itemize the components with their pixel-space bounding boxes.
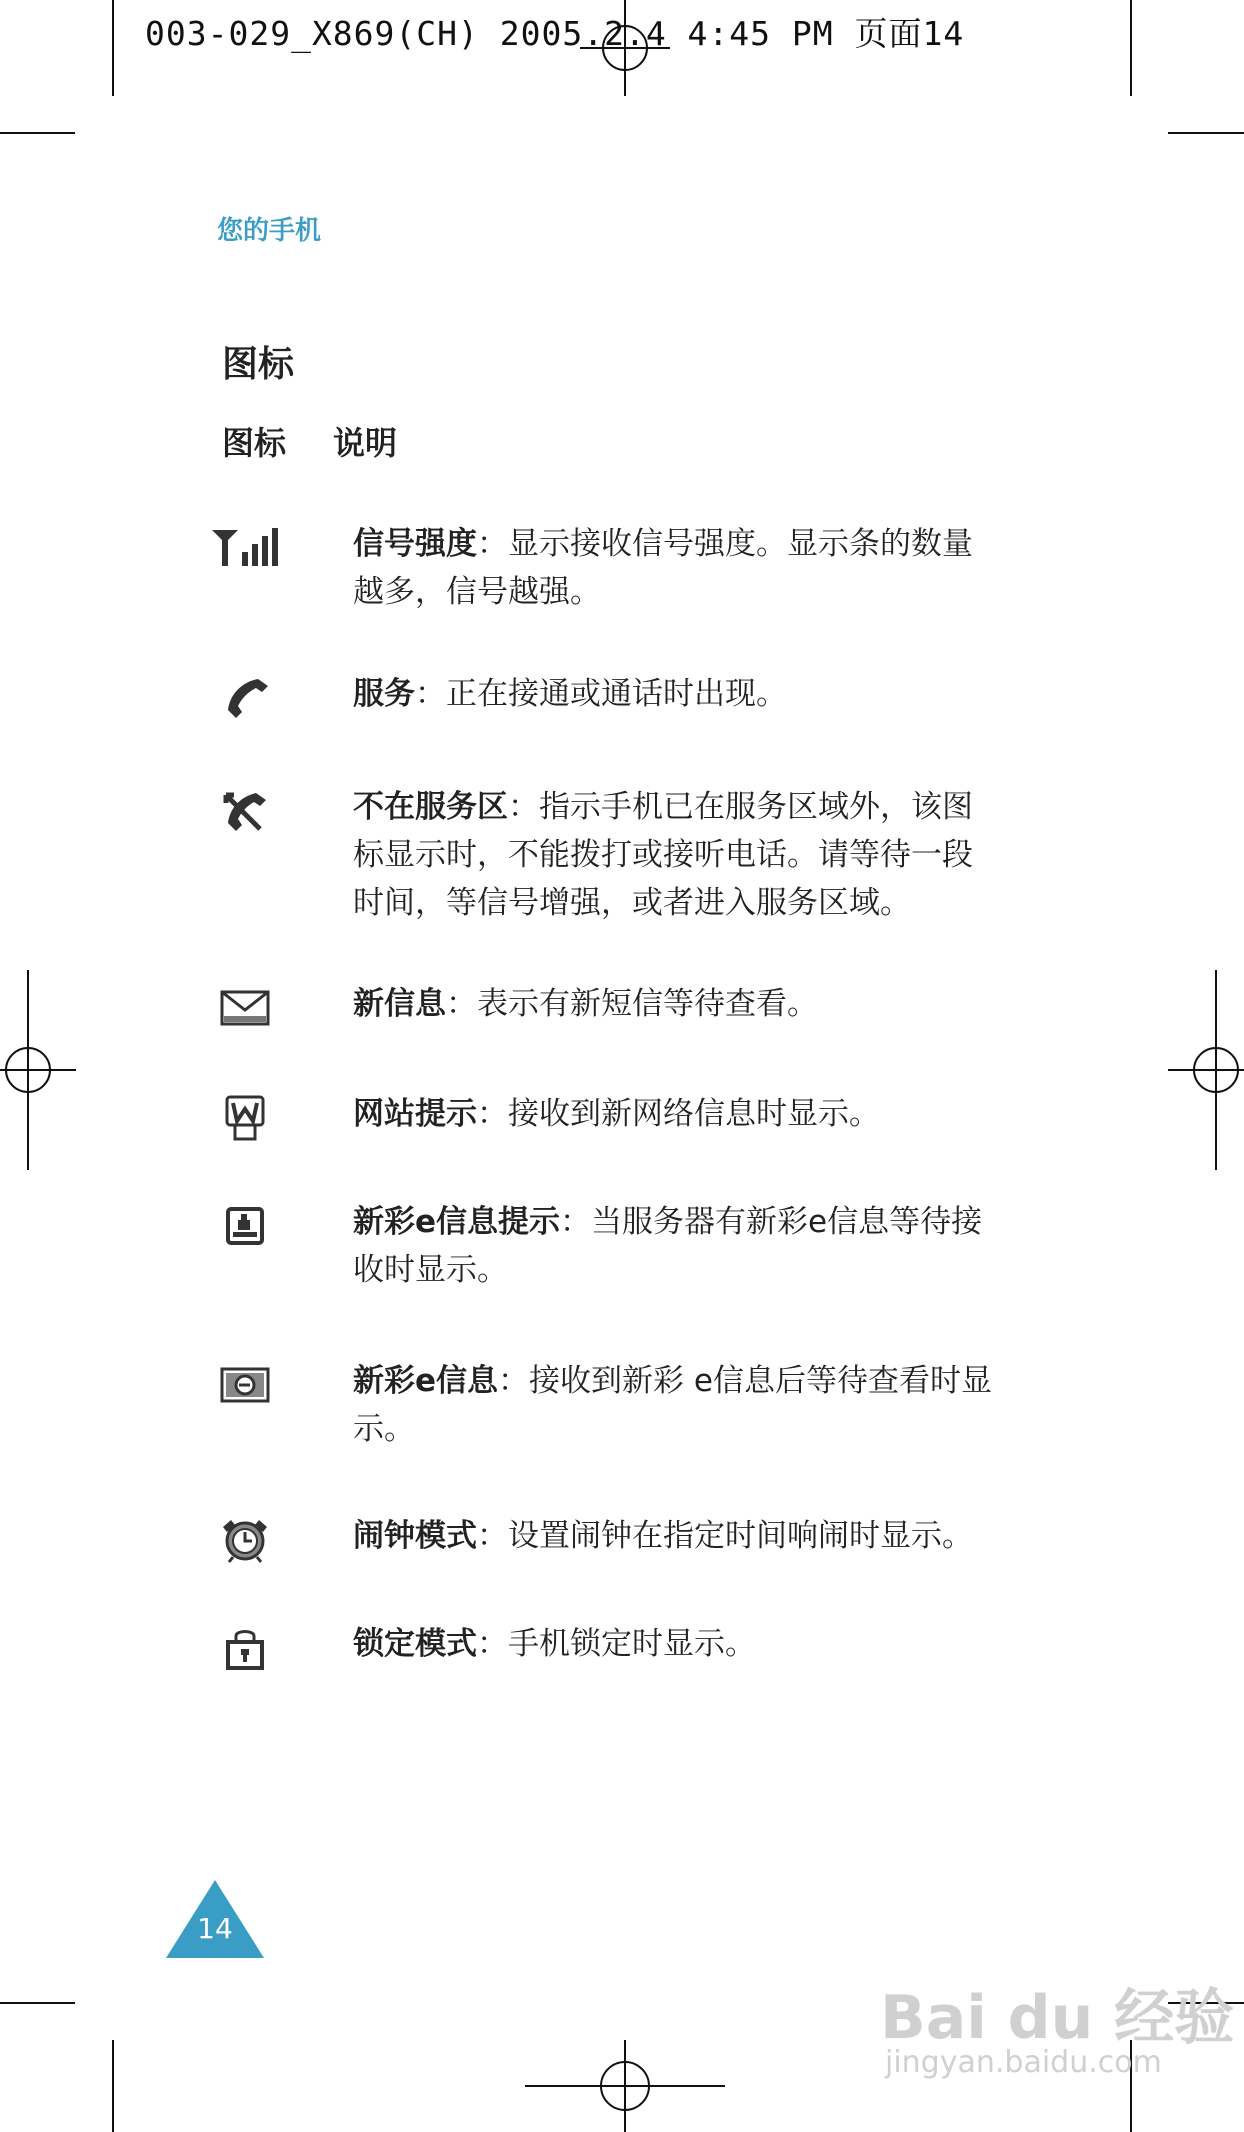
item-description: ：正在接通或通话时出现。 bbox=[415, 676, 787, 712]
item-description: ：显示接收信号强度。显示条的数量越多，信号越强。 bbox=[353, 526, 973, 610]
column-header-description: 说明 bbox=[333, 424, 398, 462]
baidu-watermark-url: jingyan.baidu.com bbox=[885, 2045, 1162, 2080]
column-header-icon: 图标 bbox=[222, 424, 287, 462]
envelope-icon bbox=[210, 980, 280, 1036]
section-label: 您的手机 bbox=[217, 216, 322, 246]
item-term: 新彩e信息提示 bbox=[353, 1204, 561, 1240]
item-term: 新信息 bbox=[353, 986, 446, 1022]
item-term: 信号强度 bbox=[353, 526, 477, 562]
alarm-clock-icon bbox=[210, 1512, 280, 1568]
registration-mark-left bbox=[0, 970, 76, 1170]
page-title: 图标 bbox=[222, 344, 295, 385]
mms-message-icon bbox=[210, 1357, 280, 1413]
item-description: ：设置闹钟在指定时间响闹时显示。 bbox=[477, 1518, 973, 1554]
item-term: 不在服务区 bbox=[353, 789, 508, 825]
no-service-icon bbox=[210, 783, 280, 839]
item-term: 网站提示 bbox=[353, 1096, 477, 1132]
registration-mark-bottom bbox=[525, 2040, 725, 2132]
item-term: 新彩e信息 bbox=[353, 1363, 499, 1399]
print-header-stamp: 003-029_X869(CH) 2005.2.4 4:45 PM 页面14 bbox=[145, 14, 965, 53]
signal-strength-icon bbox=[210, 520, 280, 576]
baidu-watermark-logo: Bai du 经验 bbox=[880, 1983, 1235, 2053]
item-description: ：接收到新网络信息时显示。 bbox=[477, 1096, 880, 1132]
crop-mark bbox=[112, 2040, 114, 2132]
registration-mark-right bbox=[1168, 970, 1244, 1170]
crop-mark bbox=[0, 2002, 75, 2004]
registration-mark-top bbox=[580, 0, 670, 96]
crop-mark bbox=[112, 0, 114, 96]
page-number: 14 bbox=[197, 1912, 233, 1945]
item-description: ：手机锁定时显示。 bbox=[477, 1626, 756, 1662]
phone-handset-icon bbox=[210, 670, 280, 726]
item-description: ：接收到新彩 e信息后等待查看时显示。 bbox=[353, 1363, 992, 1447]
crop-mark bbox=[0, 132, 75, 134]
wap-push-icon bbox=[210, 1090, 280, 1146]
item-term: 锁定模式 bbox=[353, 1626, 477, 1662]
item-term: 闹钟模式 bbox=[353, 1518, 477, 1554]
item-description: ：表示有新短信等待查看。 bbox=[446, 986, 818, 1022]
item-term: 服务 bbox=[353, 676, 415, 712]
item-description: ：当服务器有新彩e信息等待接收时显示。 bbox=[353, 1204, 983, 1288]
crop-mark bbox=[1168, 132, 1244, 134]
item-description: ：指示手机已在服务区域外，该图标显示时，不能拨打或接听电话。请等待一段时间，等信号增强，或者进入服务区域。 bbox=[353, 789, 973, 921]
lock-icon bbox=[210, 1620, 280, 1676]
crop-mark bbox=[1130, 0, 1132, 96]
mms-notification-icon bbox=[210, 1198, 280, 1254]
